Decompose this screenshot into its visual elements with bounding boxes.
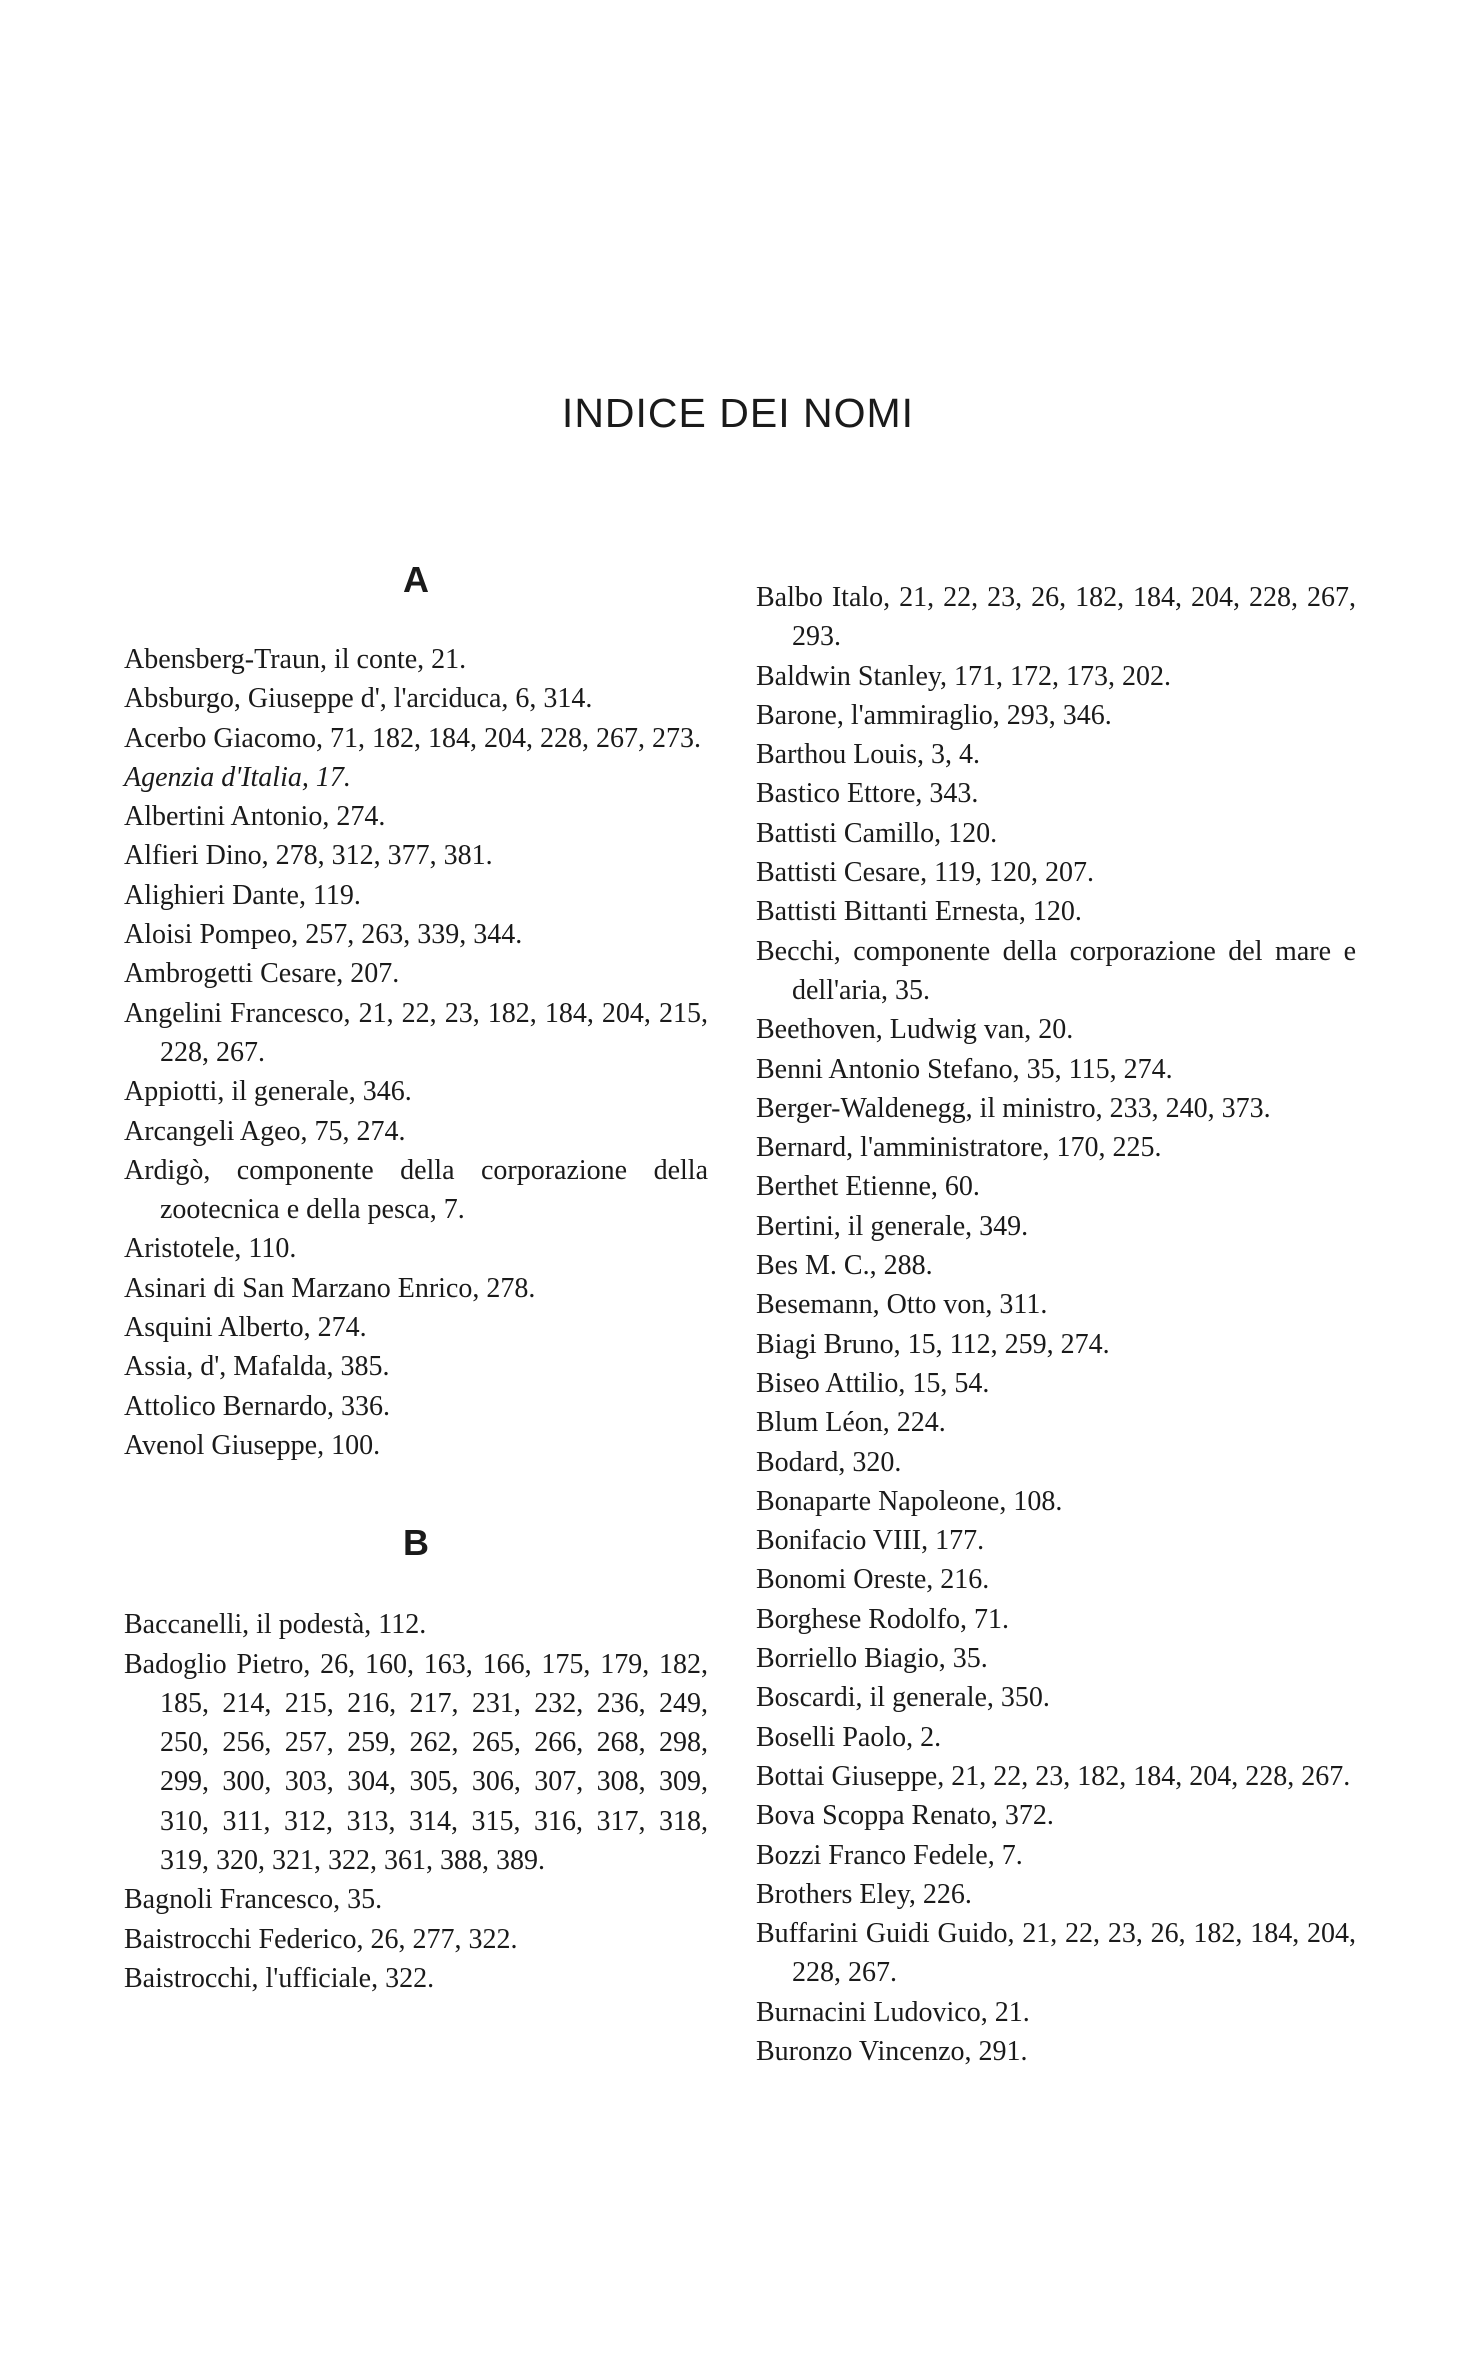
index-entry: Battisti Camillo, 120. — [756, 817, 998, 849]
index-entry: Burnacini Ludovico, 21. — [756, 1996, 1030, 2028]
index-entry: Besemann, Otto von, 311. — [756, 1289, 1048, 1321]
index-entry: Angelini Francesco, 21, 22, 23, 182, 184, 204, 215, 228, 267. — [124, 997, 708, 1068]
index-entry: Ardigò, componente della corporazione della zootecnica e della pesca, 7. — [124, 1154, 708, 1226]
left-column — [124, 560, 708, 1998]
index-entry: Avenol Giuseppe, 100. — [124, 1429, 381, 1461]
index-entry: Bottai Giuseppe, 21, 22, 23, 182, 184, 204, 228, 267. — [756, 1760, 1351, 1792]
right-column — [756, 578, 1356, 2071]
index-entry: Ambrogetti Cesare, 207. — [124, 958, 400, 990]
index-entry: Baccanelli, il podestà, 112. — [124, 1609, 427, 1641]
index-entry: Boscardi, il generale, 350. — [756, 1682, 1050, 1714]
index-entry: Berger-Waldenegg, il ministro, 233, 240, 373. — [756, 1092, 1271, 1124]
index-entry: Badoglio Pietro, 26, 160, 163, 166, 175, 179, 182, 185, 214, 215, 216, 217, 231, 232, 236, 249, 250, 256, 257, 259, 262, 265, 266, 268, 298, 299, 300, 303, 304, 305, 306, 307, 308, 309, 310, 311, 312, 313, 314, 315, 316, 317, 318, 319, 320, 321, 322, 361, 388, 389. — [124, 1648, 708, 1877]
index-entry: Balbo Italo, 21, 22, 23, 26, 182, 184, 204, 228, 267, 293. — [756, 582, 1356, 653]
section-letter-a: A — [403, 559, 429, 600]
index-entry: Baistrocchi Federico, 26, 277, 322. — [124, 1923, 518, 1955]
index-entry: Albertini Antonio, 274. — [124, 801, 386, 833]
index-entry: Abensberg-Traun, il conte, 21. — [124, 644, 467, 675]
page-title: INDICE DEI NOMI — [561, 390, 915, 436]
index-entry: Barone, l'ammiraglio, 293, 346. — [756, 699, 1112, 731]
index-entry: Bagnoli Francesco, 35. — [124, 1884, 383, 1916]
index-entry: Aloisi Pompeo, 257, 263, 339, 344. — [124, 919, 523, 951]
index-entry: Asquini Alberto, 274. — [124, 1312, 367, 1344]
index-entry: Buronzo Vincenzo, 291. — [756, 2035, 1028, 2067]
index-entry: Acerbo Giacomo, 71, 182, 184, 204, 228, 267, 273. — [124, 722, 702, 754]
index-entry: Borghese Rodolfo, 71. — [756, 1603, 1010, 1635]
index-entry: Bozzi Franco Fedele, 7. — [756, 1839, 1023, 1871]
index-entry: Benni Antonio Stefano, 35, 115, 274. — [756, 1053, 1173, 1085]
index-entry: Agenzia d'Italia, 17. — [124, 761, 351, 793]
index-entry: Bernard, l'amministratore, 170, 225. — [756, 1132, 1162, 1164]
index-entry: Alfieri Dino, 278, 312, 377, 381. — [124, 840, 493, 872]
index-entry: Attolico Bernardo, 336. — [124, 1390, 390, 1422]
index-entry: Buffarini Guidi Guido, 21, 22, 23, 26, 182, 184, 204, 228, 267. — [756, 1918, 1356, 1989]
index-entry: Bes M. C., 288. — [756, 1250, 933, 1282]
index-entry: Borriello Biagio, 35. — [756, 1643, 988, 1675]
index-entry: Appiotti, il generale, 346. — [124, 1076, 412, 1108]
index-entry: Absburgo, Giuseppe d', l'arciduca, 6, 314. — [124, 683, 593, 715]
index-entry: Battisti Cesare, 119, 120, 207. — [756, 857, 1095, 889]
index-entry: Berthet Etienne, 60. — [756, 1171, 980, 1203]
index-entry: Becchi, componente della corporazione del mare e dell'aria, 35. — [756, 935, 1356, 1006]
section-letter-b: B — [403, 1522, 429, 1564]
index-entry: Bertini, il generale, 349. — [756, 1210, 1029, 1242]
index-entry: Bonaparte Napoleone, 108. — [756, 1485, 1063, 1517]
index-entry: Brothers Eley, 226. — [756, 1878, 972, 1910]
index-entry: Bodard, 320. — [756, 1446, 902, 1478]
index-entry: Biagi Bruno, 15, 112, 259, 274. — [756, 1328, 1110, 1360]
index-entry: Blum Léon, 224. — [756, 1407, 946, 1439]
index-entry: Alighieri Dante, 119. — [124, 879, 361, 911]
index-entry: Bova Scoppa Renato, 372. — [756, 1800, 1054, 1832]
index-entry: Asinari di San Marzano Enrico, 278. — [124, 1272, 536, 1304]
index-entry: Baistrocchi, l'ufficiale, 322. — [124, 1962, 435, 1994]
index-entry: Boselli Paolo, 2. — [756, 1721, 942, 1753]
index-entry: Barthou Louis, 3, 4. — [756, 739, 980, 771]
index-entry: Baldwin Stanley, 171, 172, 173, 202. — [756, 660, 1172, 692]
index-entry: Aristotele, 110. — [124, 1233, 297, 1265]
index-entry: Beethoven, Ludwig van, 20. — [756, 1014, 1074, 1046]
index-entry: Biseo Attilio, 15, 54. — [756, 1367, 990, 1399]
index-entry: Bonomi Oreste, 216. — [756, 1564, 990, 1596]
index-entry: Battisti Bittanti Ernesta, 120. — [756, 896, 1082, 928]
index-entry: Bastico Ettore, 343. — [756, 778, 979, 810]
index-entry: Bonifacio VIII, 177. — [756, 1525, 985, 1557]
index-entry: Arcangeli Ageo, 75, 274. — [124, 1115, 406, 1147]
index-entry: Assia, d', Mafalda, 385. — [124, 1351, 390, 1383]
